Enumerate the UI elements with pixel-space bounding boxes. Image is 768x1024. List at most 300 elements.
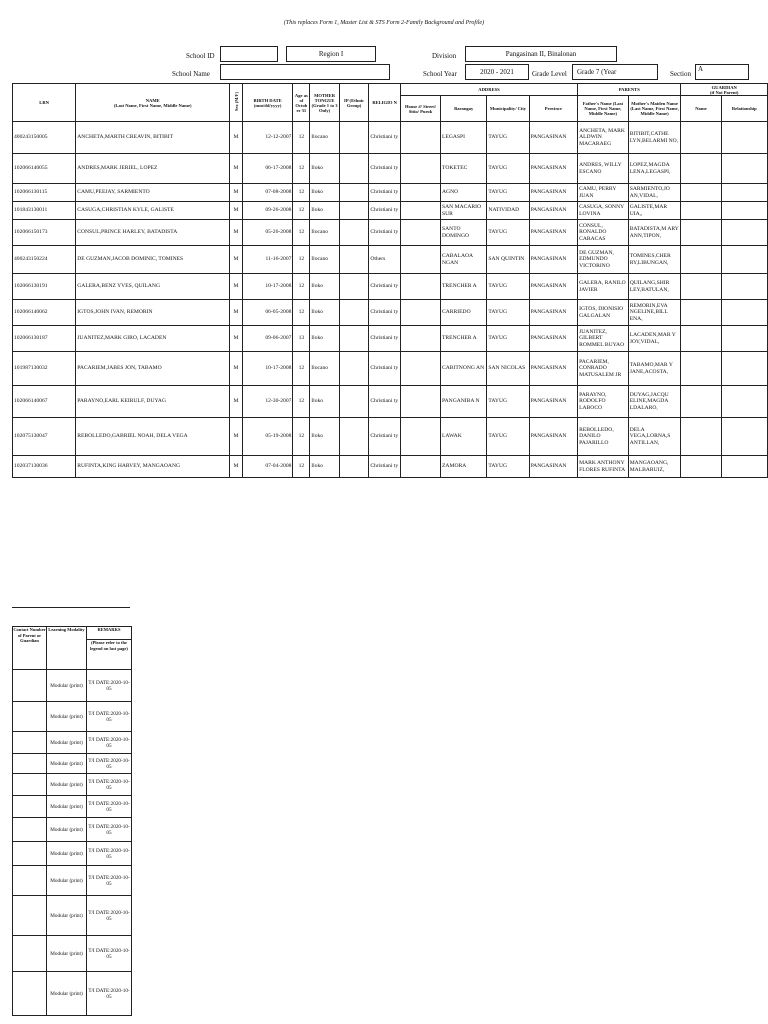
cell-mother: REMORIN,EVA NGELINE,BILL ENA, [628,300,681,326]
cell-religion: Christiani ty [369,202,401,220]
col-name [76,84,230,122]
cell-remarks: T/I DATE:2020-10-05 [87,754,132,774]
table-row [13,184,768,202]
remarks-row [13,842,132,866]
cell-sex: M [230,300,243,326]
cell-sex: M [230,220,243,246]
cell-gname [681,386,721,418]
cell-grel [721,326,768,352]
cell-grel [721,154,768,184]
col-name-title: NAME [145,97,160,103]
cell-sex: M [230,352,243,386]
cell-lrn: 102066140062 [13,300,76,326]
cell-prov: PANGASINAN [529,154,578,184]
cell-prov: PANGASINAN [529,246,578,274]
cell-contact [13,972,47,1016]
remarks-table [12,626,132,1016]
cell-father: PARAYNO, RODOLFO LABOCO [578,386,629,418]
remarks-row [13,972,132,1016]
cell-birth: 09-26-2008 [242,202,293,220]
cell-modality: Modular (print) [47,972,87,1016]
col-guardian-name: Name [681,96,721,122]
school-name-label: School Name [172,70,210,78]
table-row [13,154,768,184]
cell-name: REBOLLEDO,GABRIEL NOAH, DELA VEGA [76,418,230,456]
cell-house [400,202,440,220]
cell-house [400,418,440,456]
cell-house [400,122,440,154]
remarks-row [13,702,132,732]
table-row [13,220,768,246]
table-row [13,352,768,386]
cell-modality: Modular (print) [47,866,87,896]
cell-house [400,274,440,300]
cell-ip [339,220,369,246]
cell-mun: NATIVIDAD [487,202,529,220]
cell-sex: M [230,154,243,184]
cell-name: CASUGA,CHRISTIAN KYLE, GALISTE [76,202,230,220]
cell-lrn: 101987130032 [13,352,76,386]
cell-father: IGTOS, DIONISIO GALGALAN [578,300,629,326]
cell-contact [13,818,47,842]
school-year-field[interactable]: 2020 - 2021 [465,64,529,80]
cell-name: IGTOS,JOHN IVAN, REMORIN [76,300,230,326]
learner-table [12,83,768,478]
col-lrn: LRN [13,84,76,122]
school-id-label: School ID [186,52,215,60]
cell-modality: Modular (print) [47,732,87,754]
remarks-row [13,866,132,896]
cell-mun: TAYUG [487,456,529,478]
cell-ip [339,202,369,220]
cell-mt: Ilocano [310,220,340,246]
col-mother: Mother's Maiden Name (Last Name, First Name, Middle Name) [628,96,681,122]
cell-gname [681,122,721,154]
remarks-row [13,936,132,972]
cell-father: CONSUL, RONALDO CARACAS [578,220,629,246]
cell-mt: Iloko [310,154,340,184]
table-row [13,386,768,418]
cell-sex: M [230,184,243,202]
cell-mun: SAN NICOLAS [487,352,529,386]
col-mother-tongue: MOTHER TONGUE (Grade 1 to 3 Only) [310,84,340,122]
cell-religion: Christiani ty [369,220,401,246]
cell-mother: LOPEZ,MAGDA LENA,LEGASPI, [628,154,681,184]
cell-ip [339,326,369,352]
cell-ip [339,300,369,326]
cell-grel [721,300,768,326]
cell-remarks: T/I DATE:2020-10-05 [87,842,132,866]
cell-lrn: 400243150224 [13,246,76,274]
cell-mother: BATADISTA,M ARY ANN,TIPON, [628,220,681,246]
cell-mt: Ilocano [310,352,340,386]
cell-modality: Modular (print) [47,936,87,972]
cell-remarks: T/I DATE:2020-10-05 [87,936,132,972]
cell-sex: M [230,418,243,456]
cell-religion: Christiani ty [369,154,401,184]
cell-name: CAMU,PEEJAY, SARMIENTO [76,184,230,202]
cell-contact [13,936,47,972]
school-year-label: School Year [423,70,457,78]
cell-birth: 11-16-2007 [242,246,293,274]
cell-mt: Ilocano [310,246,340,274]
col-municipality: Municipality/ City [487,96,529,122]
form-note: (This replaces Form 1, Master List & STS Form 2-Family Background and Profile) [283,20,485,26]
col-name-sub: (Last Name, First Name, Middle Name) [113,102,192,108]
col-sex [230,84,243,122]
cell-father: DE GUZMAN, EDMUNDO VICTORINO [578,246,629,274]
cell-age: 12 [293,456,310,478]
cell-house [400,386,440,418]
cell-house [400,300,440,326]
cell-age: 12 [293,154,310,184]
cell-mun: TAYUG [487,122,529,154]
table-row [13,246,768,274]
cell-age: 13 [293,326,310,352]
cell-birth: 05-26-2008 [242,220,293,246]
cell-prov: PANGASINAN [529,326,578,352]
cell-house [400,184,440,202]
cell-grel [721,418,768,456]
cell-brgy: CARRIEDO [441,300,487,326]
cell-contact [13,732,47,754]
cell-sex: M [230,386,243,418]
table-row [13,456,768,478]
cell-modality: Modular (print) [47,896,87,936]
cell-ip [339,274,369,300]
cell-gname [681,184,721,202]
cell-gname [681,246,721,274]
cell-brgy: TRENCHER A [441,274,487,300]
cell-father: CAMU, PERRY JUAN [578,184,629,202]
cell-sex: M [230,246,243,274]
cell-religion: Christiani ty [369,184,401,202]
col-sex-label: Sex (M/F) [233,92,239,112]
cell-mun: TAYUG [487,220,529,246]
cell-mun: SAN QUINTIN [487,246,529,274]
remarks-row [13,754,132,774]
cell-mother: BITIBIT,CATHE LYN,BELARMI NO, [628,122,681,154]
cell-gname [681,220,721,246]
cell-father: JUANITEZ, GILBERT ROMMEL BUYAO [578,326,629,352]
cell-age: 12 [293,300,310,326]
cell-grel [721,456,768,478]
cell-gname [681,154,721,184]
cell-prov: PANGASINAN [529,456,578,478]
cell-mun: TAYUG [487,274,529,300]
cell-contact [13,866,47,896]
cell-name: RUFINTA,KING HARVEY, MANGAOANG [76,456,230,478]
cell-contact [13,702,47,732]
cell-mt: Ilocano [310,122,340,154]
cell-contact [13,842,47,866]
col-age: Age as of Octob er 31 [293,84,310,122]
cell-brgy: LEGASPI [441,122,487,154]
cell-remarks: T/I DATE:2020-10-05 [87,732,132,754]
cell-ip [339,456,369,478]
cell-mun: TAYUG [487,184,529,202]
section-label: Section [670,70,691,78]
remarks-row [13,732,132,754]
cell-brgy: TRENCHER A [441,326,487,352]
cell-lrn: 102066150173 [13,220,76,246]
cell-grel [721,274,768,300]
cell-religion: Christiani ty [369,326,401,352]
cell-mt: Iloko [310,326,340,352]
table-row [13,300,768,326]
cell-lrn: 400243150005 [13,122,76,154]
cell-remarks: T/I DATE:2020-10-05 [87,972,132,1016]
cell-remarks: T/I DATE:2020-10-05 [87,702,132,732]
cell-ip [339,246,369,274]
cell-mother: QUILANG,SHIR LEY,BATULAN, [628,274,681,300]
cell-birth: 12-30-2007 [242,386,293,418]
col-birth: BIRTH DATE (mm/dd/yyyy) [242,84,293,122]
cell-mt: Iloko [310,386,340,418]
cell-age: 12 [293,220,310,246]
cell-father: ANCHETA, MARK ALDWIN MACARAEG [578,122,629,154]
cell-grel [721,352,768,386]
col-guardian-title: GUARDIAN [711,84,737,90]
cell-name: ANCHETA,MARTH CREAVIN, BITIBIT [76,122,230,154]
cell-religion: Christiani ty [369,122,401,154]
cell-gname [681,300,721,326]
cell-age: 12 [293,122,310,154]
cell-mother: TOMINES,CHER RY,LIBUNGAN, [628,246,681,274]
cell-prov: PANGASINAN [529,300,578,326]
cell-lrn: 102066130115 [13,184,76,202]
table-row [13,202,768,220]
cell-house [400,220,440,246]
cell-remarks: T/I DATE:2020-10-05 [87,866,132,896]
cell-religion: Christiani ty [369,274,401,300]
cell-birth: 10-17-2008 [242,274,293,300]
cell-prov: PANGASINAN [529,386,578,418]
cell-lrn: 102037130036 [13,456,76,478]
cell-mother: GALISTE,MAR UIA,, [628,202,681,220]
cell-brgy: AGNO [441,184,487,202]
cell-father: GALERA, RANILO JAVIER [578,274,629,300]
cell-modality: Modular (print) [47,796,87,818]
cell-lrn: 102066130191 [13,274,76,300]
cell-mt: Iloko [310,418,340,456]
cell-lrn: 102075130047 [13,418,76,456]
cell-ip [339,352,369,386]
cell-age: 12 [293,184,310,202]
cell-name: JUANITEZ,MARK GIRO, LACADEN [76,326,230,352]
cell-birth: 06-17-2008 [242,154,293,184]
cell-contact [13,754,47,774]
section-field[interactable]: A [695,64,749,80]
cell-father: REBOLLEDO, DANILO PAJARILLO [578,418,629,456]
cell-grel [721,184,768,202]
cell-gname [681,456,721,478]
cell-mother: DELA VEGA,LORNA,S ANTILLAN, [628,418,681,456]
cell-name: PARAYNO,EARL KEIRULF, DUYAG [76,386,230,418]
cell-grel [721,386,768,418]
cell-remarks: T/I DATE:2020-10-05 [87,796,132,818]
cell-age: 12 [293,274,310,300]
cell-birth: 10-17-2008 [242,352,293,386]
col-father: Father's Name (Last Name, First Name, Middle Name) [578,96,629,122]
cell-house [400,352,440,386]
col-contact: Contact Number of Parent or Guardian [13,627,47,670]
cell-mun: TAYUG [487,386,529,418]
cell-lrn: 102066140067 [13,386,76,418]
cell-prov: PANGASINAN [529,352,578,386]
cell-gname [681,352,721,386]
col-remarks-sub: (Please refer to the legend on last page) [87,640,132,670]
cell-mother: LACADEN,MAR Y JOY,VIDAL, [628,326,681,352]
cell-gname [681,326,721,352]
cell-age: 12 [293,386,310,418]
cell-sex: M [230,274,243,300]
col-house: House #/ Street/ Sitio/ Purok [400,96,440,122]
remarks-row [13,774,132,796]
cell-gname [681,274,721,300]
cell-religion: Christiani ty [369,456,401,478]
cell-modality: Modular (print) [47,842,87,866]
cell-house [400,326,440,352]
cell-mt: Iloko [310,184,340,202]
cell-age: 12 [293,246,310,274]
col-remarks: REMARKS [87,627,132,640]
cell-ip [339,418,369,456]
cell-modality: Modular (print) [47,818,87,842]
cell-prov: PANGASINAN [529,122,578,154]
cell-house [400,456,440,478]
cell-religion: Christiani ty [369,386,401,418]
cell-prov: PANGASINAN [529,274,578,300]
cell-remarks: T/I DATE:2020-10-05 [87,896,132,936]
cell-mun: TAYUG [487,326,529,352]
cell-mun: TAYUG [487,154,529,184]
division-field[interactable]: Pangasinan II, Binalonan [465,46,617,62]
cell-mun: TAYUG [487,300,529,326]
cell-brgy: SANTO DOMINGO [441,220,487,246]
cell-brgy: CABITNONG AN [441,352,487,386]
division-label: Division [432,52,457,60]
cell-grel [721,246,768,274]
col-guardian-relationship: Relationship [721,96,768,122]
cell-grel [721,122,768,154]
region-field[interactable]: Region I [286,46,376,62]
cell-mother: TABAMO,MAR Y JANE,ACOSTA, [628,352,681,386]
cell-lrn: 101843130011 [13,202,76,220]
cell-father: ANDRES, WILLY ESCANO [578,154,629,184]
col-address: ADDRESS [400,84,577,96]
col-modality: Learning Modality [47,627,87,670]
cell-age: 12 [293,418,310,456]
remarks-row [13,670,132,702]
table-row [13,122,768,154]
cell-ip [339,184,369,202]
grade-level-label: Grade Level [532,70,567,78]
cell-sex: M [230,122,243,154]
col-province: Province [529,96,578,122]
cell-brgy: ZAMORA [441,456,487,478]
cell-modality: Modular (print) [47,754,87,774]
cell-birth: 05-19-2008 [242,418,293,456]
remarks-row [13,818,132,842]
cell-prov: PANGASINAN [529,202,578,220]
cell-birth: 12-12-2007 [242,122,293,154]
cell-mun: TAYUG [487,418,529,456]
cell-prov: PANGASINAN [529,220,578,246]
table-row [13,418,768,456]
cell-remarks: T/I DATE:2020-10-05 [87,670,132,702]
cell-name: GALERA,BENZ YVES, QUILANG [76,274,230,300]
cell-ip [339,154,369,184]
cell-prov: PANGASINAN [529,184,578,202]
cell-name: ANDRES,MARK JERIEL, LOPEZ [76,154,230,184]
cell-modality: Modular (print) [47,774,87,796]
cell-sex: M [230,326,243,352]
cell-religion: Others [369,246,401,274]
col-parents: PARENTS [578,84,681,96]
cell-father: MARK ANTHONY FLORES RUFINTA [578,456,629,478]
cell-name: DE GUZMAN,JACOB DOMINIC, TOMINES [76,246,230,274]
cell-mt: Iloko [310,300,340,326]
cell-modality: Modular (print) [47,670,87,702]
remarks-row [13,796,132,818]
cell-sex: M [230,456,243,478]
cell-gname [681,418,721,456]
cell-brgy: SAN MACARIO SUR [441,202,487,220]
cell-religion: Christiani ty [369,300,401,326]
cell-father: CASUGA, SONNY LOVINA [578,202,629,220]
cell-modality: Modular (print) [47,702,87,732]
cell-gname [681,202,721,220]
cell-brgy: PANGANIBA N [441,386,487,418]
cell-birth: 09-06-2007 [242,326,293,352]
col-barangay: Barangay [441,96,487,122]
cell-name: CONSUL,PRINCE HARLEY, BATADISTA [76,220,230,246]
cell-mother: SARMIENTO,JO AN,VIDAL, [628,184,681,202]
col-ip: IP (Ethnic Group) [339,84,369,122]
cell-birth: 07-04-2008 [242,456,293,478]
col-guardian-sub: (if Not Parent) [709,89,739,95]
grade-level-field[interactable]: Grade 7 (Year [572,64,658,80]
school-name-field[interactable] [220,64,390,80]
cell-contact [13,774,47,796]
cell-lrn: 102066140055 [13,154,76,184]
cell-brgy: CABALAOA NGAN [441,246,487,274]
separator-line [12,607,130,608]
cell-birth: 07-08-2008 [242,184,293,202]
table-row [13,274,768,300]
cell-religion: Christiani ty [369,418,401,456]
school-id-field[interactable] [220,46,278,62]
cell-religion: Christiani ty [369,352,401,386]
cell-remarks: T/I DATE:2020-10-05 [87,774,132,796]
cell-lrn: 102066130187 [13,326,76,352]
cell-grel [721,220,768,246]
cell-age: 12 [293,202,310,220]
cell-contact [13,796,47,818]
cell-mother: DUYAG,JACQU ELINE,MAGDA LDALARO, [628,386,681,418]
cell-ip [339,122,369,154]
cell-sex: M [230,202,243,220]
cell-prov: PANGASINAN [529,418,578,456]
col-religion: RELIGIO N [369,84,401,122]
cell-contact [13,670,47,702]
cell-name: PACARIEM,JABES JON, TABAMO [76,352,230,386]
cell-house [400,246,440,274]
cell-house [400,154,440,184]
cell-brgy: LAWAK [441,418,487,456]
table-row [13,326,768,352]
